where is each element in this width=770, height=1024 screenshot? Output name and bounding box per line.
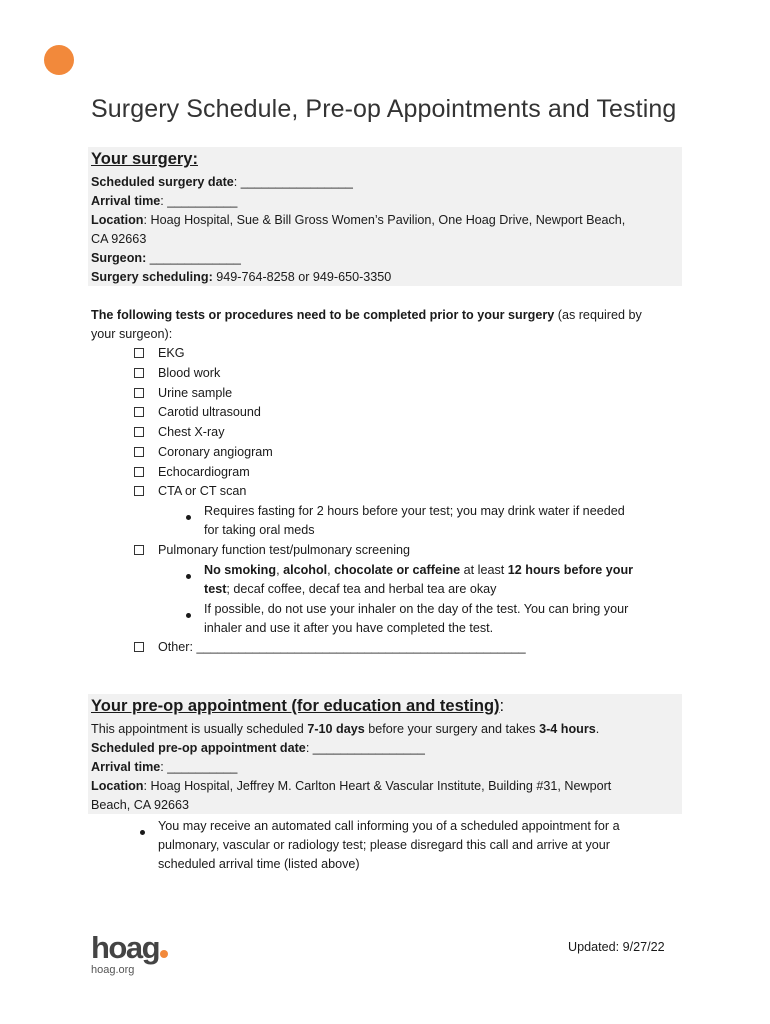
pft-note2-line2: inhaler and use it after you have completed the test. xyxy=(204,621,494,635)
pft-label: Pulmonary function test/pulmonary screening xyxy=(158,543,411,557)
preop-location-line: Location: Hoag Hospital, Jeffrey M. Carlton Heart & Vascular Institute, Building #31, Newport xyxy=(91,779,612,793)
surgery-heading: Your surgery: xyxy=(91,150,198,168)
bullet-icon xyxy=(186,574,191,579)
cta-note-line2: for taking oral meds xyxy=(204,523,315,537)
preop-note-line3: scheduled arrival time (listed above) xyxy=(158,857,360,871)
surgery-scheduling-line: Surgery scheduling: 949-764-8258 or 949-650-3350 xyxy=(91,270,392,284)
logo-dot-icon xyxy=(160,950,168,958)
surgery-date-line: Scheduled surgery date: ________________ xyxy=(91,175,353,189)
preop-location-line2: Beach, CA 92663 xyxy=(91,798,190,812)
test-item-label: Chest X-ray xyxy=(158,425,225,439)
pft-note2-line1: If possible, do not use your inhaler on the day of the test. You can bring your xyxy=(204,602,629,616)
test-item-label: Urine sample xyxy=(158,385,233,400)
surgery-location-line2: CA 92663 xyxy=(91,232,147,246)
test-checkbox[interactable] xyxy=(134,427,144,437)
surgery-arrival-line: Arrival time: __________ xyxy=(91,194,238,208)
tests-intro-line2: your surgeon): xyxy=(91,327,173,341)
cta-note-line1: Requires fasting for 2 hours before your test; you may drink water if needed xyxy=(204,504,625,518)
test-checkbox[interactable] xyxy=(134,407,144,417)
test-item-label: Echocardiogram xyxy=(158,464,250,479)
preop-note-line2: pulmonary, vascular or radiology test; please disregard this call and arrive at your xyxy=(158,838,610,852)
preop-arrival-line: Arrival time: __________ xyxy=(91,760,238,774)
preop-note-line1: You may receive an automated call informing you of a scheduled appointment for a xyxy=(158,819,620,833)
logo-url: hoag.org xyxy=(91,964,135,976)
test-checkbox[interactable] xyxy=(134,388,144,398)
test-checkbox[interactable] xyxy=(134,348,144,358)
pft-note1-line2: test; decaf coffee, decaf tea and herbal tea are okay xyxy=(204,582,497,596)
test-checkbox[interactable] xyxy=(134,486,144,496)
hoag-logo xyxy=(91,932,168,976)
other-checkbox[interactable] xyxy=(134,642,144,652)
preop-heading: Your pre-op appointment (for education and testing): xyxy=(91,697,505,715)
tests-intro: The following tests or procedures need to be completed prior to your surgery (as required by xyxy=(91,308,642,322)
bullet-icon xyxy=(186,515,191,520)
pft-checkbox[interactable] xyxy=(134,545,144,555)
other-line: Other: _______________________________________________ xyxy=(158,640,526,654)
pft-note1-line1: No smoking, alcohol, chocolate or caffeine at least 12 hours before your xyxy=(204,563,634,577)
test-item-label: CTA or CT scan xyxy=(158,484,247,499)
brand-circle-icon xyxy=(44,45,74,75)
preop-schedule-line: This appointment is usually scheduled 7-10 days before your surgery and takes 3-4 hours. xyxy=(91,722,600,736)
test-checkbox[interactable] xyxy=(134,447,144,457)
bullet-icon xyxy=(186,613,191,618)
logo-word: hoag xyxy=(91,930,160,965)
test-checkbox[interactable] xyxy=(134,368,144,378)
page-title: Surgery Schedule, Pre-op Appointments and Testing xyxy=(91,95,677,123)
test-item-label: Coronary angiogram xyxy=(158,444,273,459)
test-checkbox[interactable] xyxy=(134,467,144,477)
surgery-location-line: Location: Hoag Hospital, Sue & Bill Gross Women’s Pavilion, One Hoag Drive, Newport Beach, xyxy=(91,213,626,227)
surgeon-line: Surgeon: _____________ xyxy=(91,251,241,265)
test-item-label: EKG xyxy=(158,346,185,360)
preop-date-line: Scheduled pre-op appointment date: ________________ xyxy=(91,741,425,755)
test-item-label: Carotid ultrasound xyxy=(158,405,261,420)
bullet-icon xyxy=(140,830,145,835)
updated-date: Updated: 9/27/22 xyxy=(568,940,665,954)
test-item-label: Blood work xyxy=(158,365,221,380)
